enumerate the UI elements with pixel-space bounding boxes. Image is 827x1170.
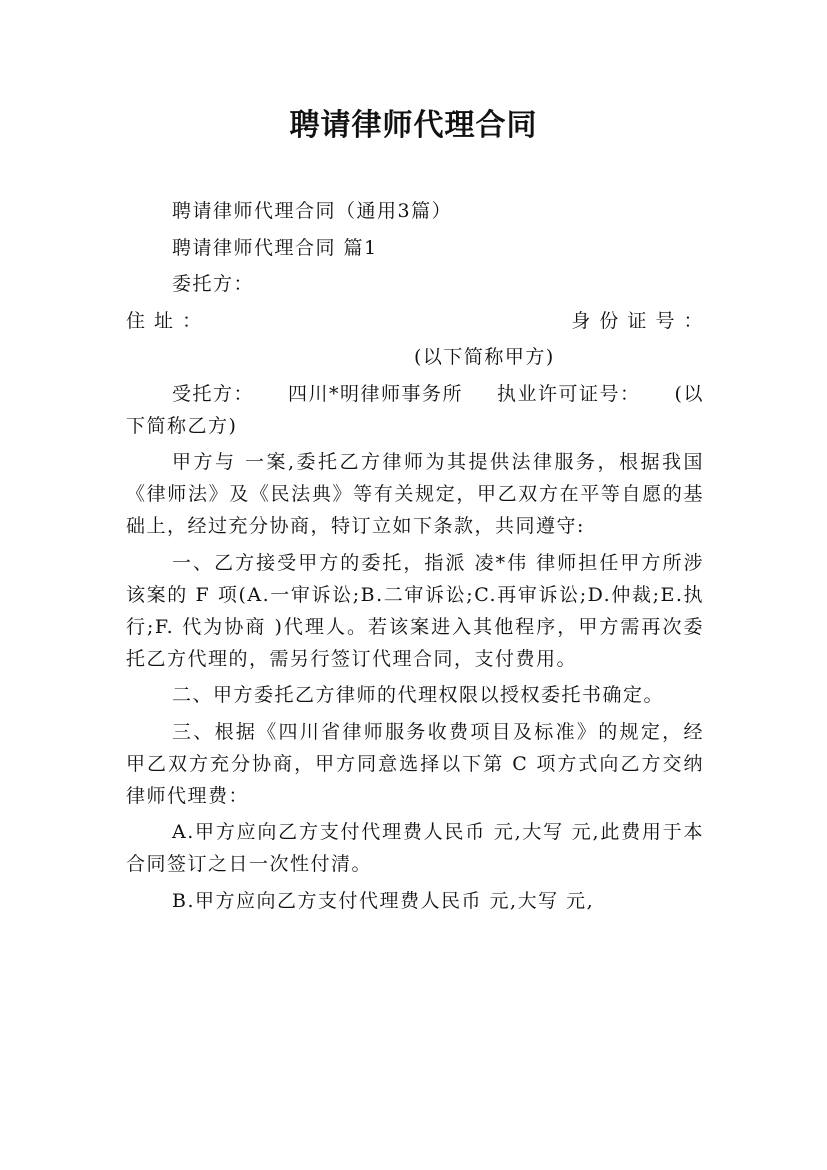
option-a: A.甲方应向乙方支付代理费人民币 元,大写 元,此费用于本合同签订之日一次性付清。 xyxy=(126,821,704,875)
subtitle: 聘请律师代理合同（通用3篇） xyxy=(172,200,453,222)
agent-row xyxy=(126,378,704,410)
license-label: 执业许可证号： xyxy=(497,382,641,405)
agent-label: 受托方： xyxy=(172,382,255,405)
id-label: 身 份 证 号 ： xyxy=(571,309,704,332)
section-heading: 聘请律师代理合同 篇1 xyxy=(172,236,378,259)
address-row xyxy=(126,305,704,337)
client-label: 委托方： xyxy=(172,273,255,295)
document-title: 聘请律师代理合同 xyxy=(289,108,538,143)
preamble-paragraph: 甲方与 一案,委托乙方律师为其提供法律服务，根据我国《律师法》及《民法典》等有关规定，甲乙双方在平等自愿的基础上，经过充分协商，特订立如下条款，共同遵守: xyxy=(126,451,704,537)
party-a-alias: (以下简称甲方) xyxy=(414,346,555,368)
party-b-alias-start: (以 xyxy=(674,382,704,405)
party-b-alias-end: 下简称乙方) xyxy=(126,414,238,437)
clause-1: 一、乙方接受甲方的委托，指派 凌*伟 律师担任甲方所涉该案的 F 项(A.一审诉讼;B.二审诉讼;C.再审诉讼;D.仲裁;E.执行;F. 代为协商 )代理人。若该案进入其他程序，甲方需再次委托乙方代理的，需另行签订代理合同，支付费用。 xyxy=(126,551,704,670)
clause-3: 三、根据《四川省律师服务收费项目及标准》的规定，经甲乙双方充分协商，甲方同意选择以下第 C 项方式向乙方交纳律师代理费： xyxy=(126,720,704,807)
document-body xyxy=(126,195,704,921)
address-label: 住 址 ： xyxy=(126,309,203,332)
clause-2: 二、甲方委托乙方律师的代理权限以授权委托书确定。 xyxy=(172,684,665,706)
option-b: B.甲方应向乙方支付代理费人民币 元,大写 元, xyxy=(172,889,595,912)
agent-firm: 四川*明律师事务所 xyxy=(288,382,464,405)
